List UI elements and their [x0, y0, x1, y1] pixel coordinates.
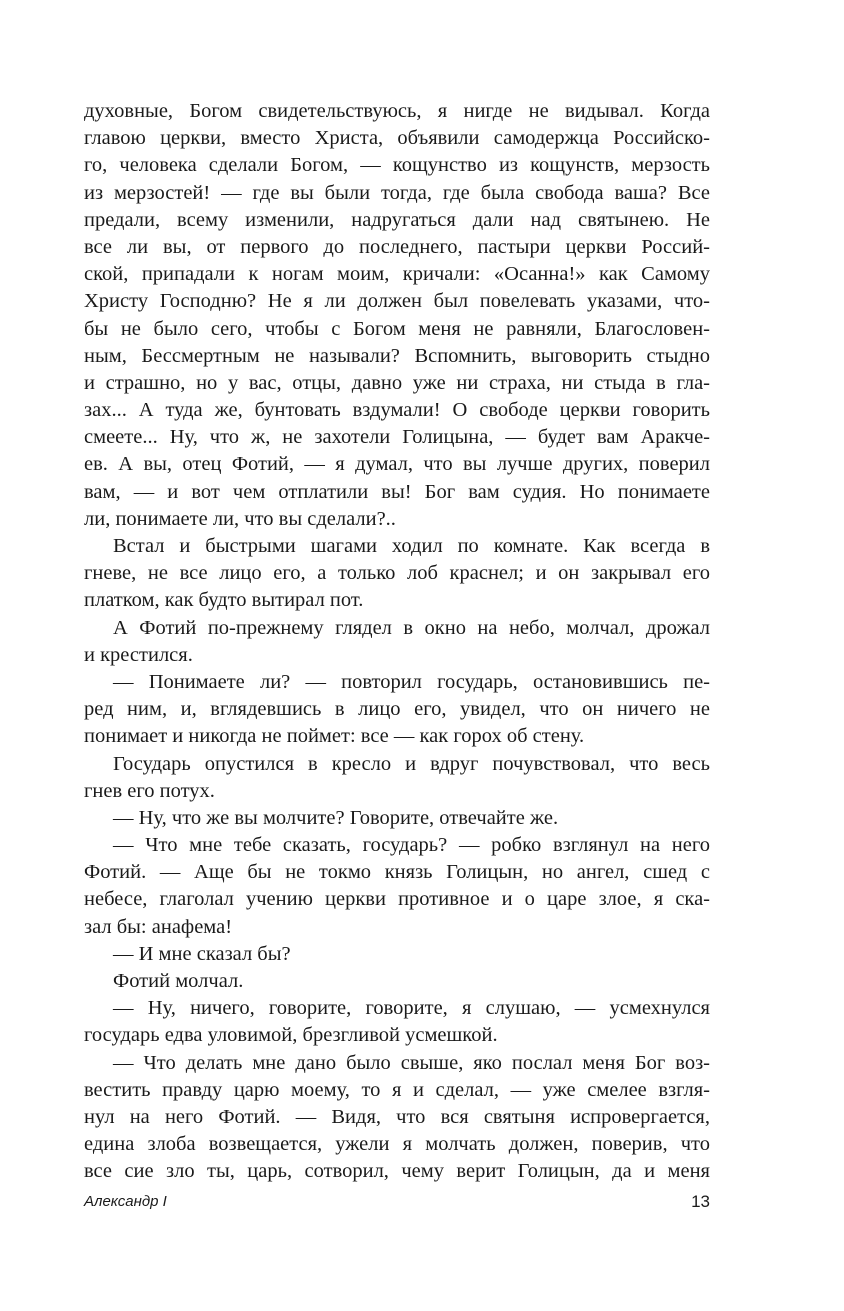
text-line: зал бы: анафема! [84, 915, 233, 938]
text-line: гнев его потух. [84, 779, 215, 802]
text-line: понимает и никогда не поймет: все — как горох об стену. [84, 725, 585, 748]
text-line: ред ним, и, вглядевшись в лицо его, увидел, что он ничего не [84, 698, 710, 721]
page-number: 13 [691, 1192, 710, 1211]
text-line: все сие зло ты, царь, сотворил, чему верит Голицын, да и меня [84, 1160, 710, 1183]
text-line: Фотий. — Аще бы не токмо князь Голицын, но ангел, сшед с [84, 861, 710, 884]
text-line: государь едва уловимой, брезгливой усмешкой. [84, 1024, 498, 1047]
text-line: нул на него Фотий. — Видя, что вся святыня испровергается, [84, 1105, 710, 1128]
text-line: — Что делать мне дано было свыше, яко послал меня Бог воз- [113, 1051, 710, 1074]
text-line: ев. А вы, отец Фотий, — я думал, что вы лучше других, поверил [84, 453, 710, 476]
text-line: и страшно, но у вас, отцы, давно уже ни страха, ни стыда в гла- [84, 371, 710, 394]
text-line: вам, — и вот чем отплатили вы! Бог вам судия. Но понимаете [84, 480, 710, 503]
text-line: гневе, не все лицо его, а только лоб краснел; и он закрывал его [84, 562, 710, 585]
text-line: Встал и быстрыми шагами ходил по комнате. Как всегда в [113, 535, 710, 557]
text-line: — Что мне тебе сказать, государь? — робко взглянул на него [113, 834, 710, 857]
text-line: платком, как будто вытирал пот. [84, 589, 364, 612]
running-title: Александр I [84, 1193, 167, 1210]
text-line: вестить правду царю моему, то я и сделал, — уже смелее взгля- [84, 1078, 710, 1101]
text-line: ным, Бессмертным не называли? Вспомнить, выговорить стыдно [84, 344, 710, 367]
text-line: и крестился. [84, 643, 193, 666]
text-line: из мерзостей! — где вы были тогда, где была свобода ваша? Все [84, 181, 710, 204]
page-footer [84, 1190, 710, 1214]
text-line: — И мне сказал бы? [113, 942, 291, 965]
body-text [84, 98, 710, 1186]
text-line: бы не было сего, чтобы с Богом меня не равняли, Благословен- [84, 317, 710, 340]
text-line: — Понимаете ли? — повторил государь, остановившись пе- [113, 670, 710, 693]
text-line: Фотий молчал. [113, 970, 244, 992]
text-line: го, человека сделали Богом, — кощунство из кощунств, мерзость [84, 154, 710, 177]
text-line: небесе, глаголал учению церкви противное и о царе злое, я ска- [84, 888, 710, 911]
text-line: ли, понимаете ли, что вы сделали?.. [84, 507, 396, 530]
text-line: зах... А туда же, бунтовать вздумали! О свободе церкви говорить [84, 399, 710, 422]
text-line: Христу Господню? Не я ли должен был повелевать указами, что- [84, 290, 710, 313]
text-line: предали, всему изменили, надругаться дали над святынею. Не [84, 208, 710, 231]
text-line: А Фотий по-прежнему глядел в окно на небо, молчал, дрожал [113, 616, 710, 639]
text-line: едина злоба возвещается, ужели я молчать должен, поверив, что [84, 1133, 710, 1156]
text-line: духовные, Богом свидетельствуюсь, я нигде не видывал. Когда [84, 100, 710, 122]
text-line: — Ну, ничего, говорите, говорите, я слушаю, — усмехнулся [113, 997, 710, 1020]
text-line: главою церкви, вместо Христа, объявили самодержца Российско- [84, 127, 710, 150]
text-line: ской, припадали к ногам моим, кричали: «Осанна!» как Самому [84, 263, 710, 286]
text-line: все ли вы, от первого до последнего, пастыри церкви Россий- [84, 235, 710, 258]
text-line: — Ну, что же вы молчите? Говорите, отвечайте же. [113, 806, 559, 829]
text-line: смеете... Ну, что ж, не захотели Голицына, — будет вам Аракче- [84, 426, 710, 449]
text-line: Государь опустился в кресло и вдруг почувствовал, что весь [113, 752, 710, 775]
